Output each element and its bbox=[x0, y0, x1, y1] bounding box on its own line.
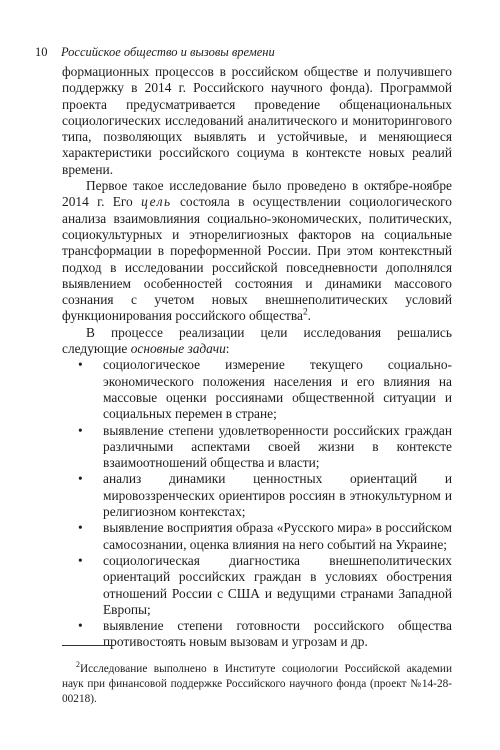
footnote-reference[interactable]: 2 bbox=[302, 307, 308, 318]
paragraph-continuation: формационных процессов в российском обществе и получившего поддержку в 2014 г. Российского научного фонда). Программой проекта предусматривается проведение общенациональных социологических исследований аналитического и мониторингового типа, позволяющих выявлять и устойчивые, и меняющиеся характеристики российского социума в контексте новых реалий времени. bbox=[62, 64, 452, 177]
list-item-text: социологическая диагностика внешнеполитических ориентаций российских граждан в условиях обострения отношений России с США и ведущими странами Западной Европы; bbox=[103, 552, 452, 617]
paragraph-tasks-intro bbox=[62, 325, 452, 358]
list-item bbox=[62, 520, 452, 553]
bullet-icon: • bbox=[78, 618, 83, 634]
list-item-text: выявление восприятия образа «Русского мира» в российском самосознании, оценка влияния на него событий на Украине; bbox=[103, 520, 452, 552]
footnote-divider bbox=[62, 645, 114, 646]
list-item-text: выявление степени удовлетворенности российских граждан различными аспектами своей жизни в контексте взаимоотношений общества и власти; bbox=[103, 422, 452, 471]
bullet-icon: • bbox=[78, 422, 83, 438]
bullet-icon: • bbox=[78, 520, 83, 536]
list-item bbox=[62, 423, 452, 472]
running-title: Российское общество и вызовы времени bbox=[61, 45, 275, 59]
tasks-intro-text: В процессе реализации цели исследования решались следующие bbox=[62, 324, 452, 357]
list-item bbox=[62, 618, 452, 651]
bullet-icon: • bbox=[78, 471, 83, 487]
page-header bbox=[35, 44, 275, 60]
goal-text-body: состояла в осуществлении социологического анализа взаимовлияния социально-экономических, политических, социокультурных и этнорелигиозных факторов на социальные трансформации в пореформенной России. При этом контекстный подход в исследовании российской повседневности дополнялся выявлением особенностей состояния и динамики массового сознания с учетом новых внешнеполитических условий функционирования российского общества bbox=[62, 194, 452, 324]
main-text bbox=[62, 64, 452, 651]
goal-text-end: . bbox=[307, 308, 312, 324]
bullet-icon: • bbox=[78, 552, 83, 568]
list-item bbox=[62, 553, 452, 618]
goal-text-start: Первое такое исследование было проведено в октябре-ноябре 2014 г. Его bbox=[62, 178, 452, 210]
list-item bbox=[62, 357, 452, 422]
main-tasks-phrase: основные задачи bbox=[130, 341, 226, 357]
tasks-list bbox=[62, 357, 452, 650]
bullet-icon: • bbox=[78, 357, 83, 373]
list-item bbox=[62, 471, 452, 520]
list-item-text: выявление степени готовности российского общества противостоять новым вызовам и угрозам и др. bbox=[103, 618, 452, 650]
footnote-text: Исследование выполнено в Институте социологии Российской академии наук при финансовой поддержке Российского научного фонда (проект №14-28-00218). bbox=[62, 663, 452, 706]
paragraph-study-goal bbox=[62, 178, 452, 325]
list-item-text: социологическое измерение текущего социально-экономического положения населения и его влияния на массовые оценки россиянами общественной ситуации и социальных перемен в стране; bbox=[103, 357, 452, 422]
goal-word: цель bbox=[141, 194, 172, 210]
tasks-intro-end: : bbox=[225, 341, 230, 357]
page-number: 10 bbox=[35, 45, 48, 59]
list-item-text: анализ динамики ценностных ориентаций и мировоззренческих ориентиров россиян в этнокультурном и религиозном контекстах; bbox=[103, 471, 452, 520]
footnote-mark: 2 bbox=[76, 660, 80, 670]
footnote bbox=[62, 662, 452, 707]
